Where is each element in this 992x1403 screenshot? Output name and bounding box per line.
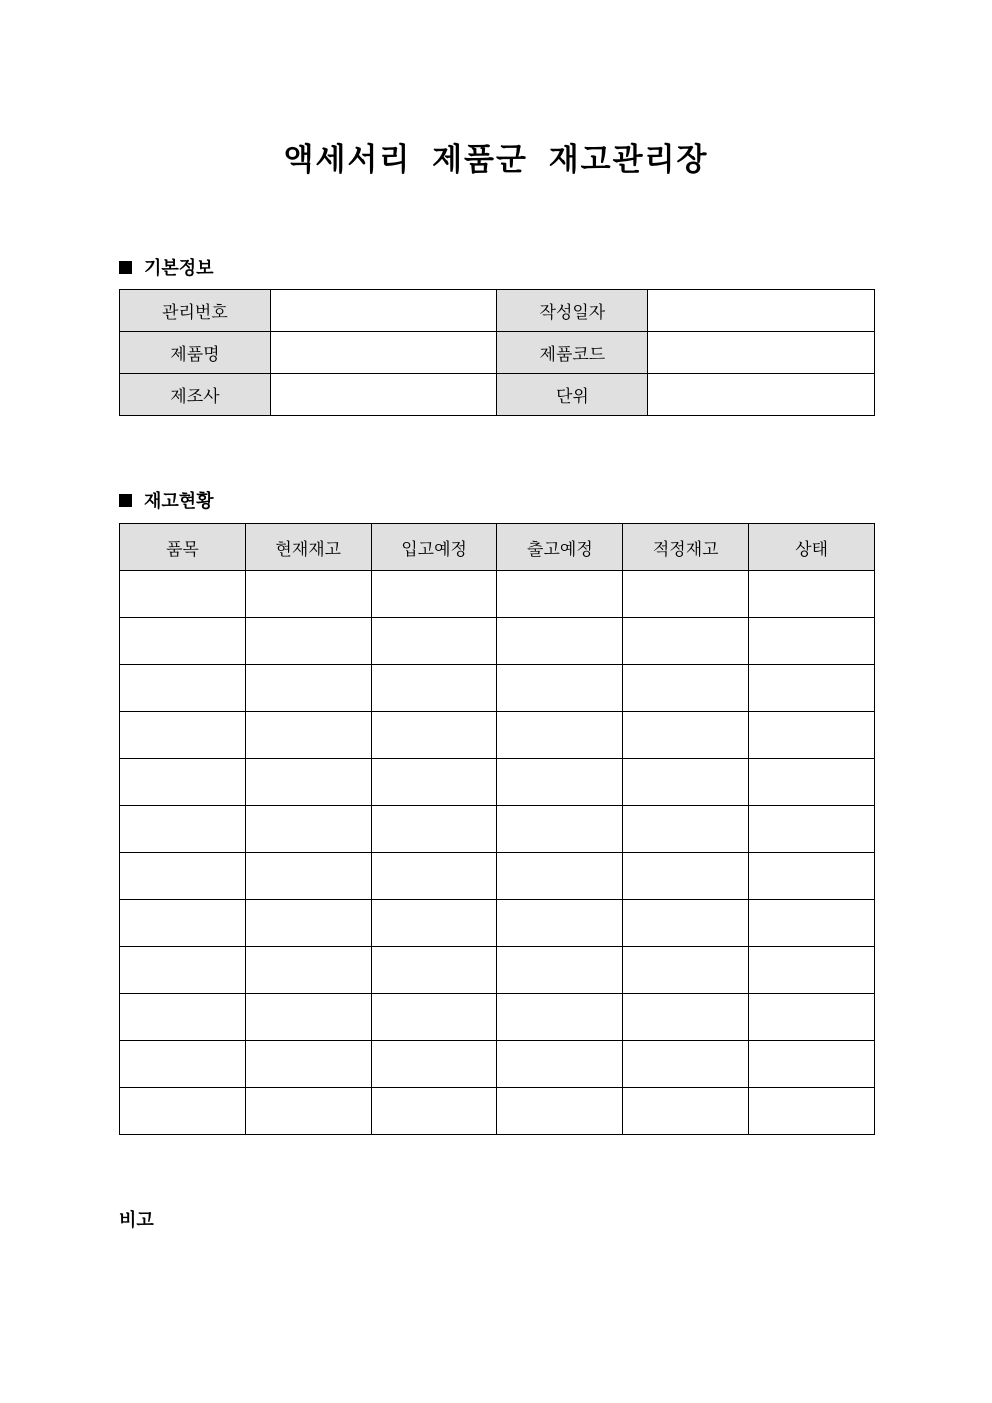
table-cell[interactable] xyxy=(245,1041,371,1088)
table-cell[interactable] xyxy=(497,806,623,853)
table-cell[interactable] xyxy=(371,947,497,994)
remarks-label: 비고 xyxy=(119,1210,154,1231)
table-cell[interactable] xyxy=(120,947,246,994)
table-cell[interactable] xyxy=(245,571,371,618)
info-label: 단위 xyxy=(497,374,648,416)
table-header-row xyxy=(120,524,875,571)
table-cell[interactable] xyxy=(371,900,497,947)
table-cell[interactable] xyxy=(749,571,875,618)
info-row xyxy=(120,374,875,416)
basic-info-heading-label: 기본정보 xyxy=(144,258,214,279)
table-cell[interactable] xyxy=(749,665,875,712)
table-cell[interactable] xyxy=(623,618,749,665)
table-cell[interactable] xyxy=(497,947,623,994)
table-cell[interactable] xyxy=(623,571,749,618)
info-value-field[interactable] xyxy=(270,290,497,332)
table-cell[interactable] xyxy=(749,900,875,947)
table-row xyxy=(120,900,875,947)
table-row xyxy=(120,1041,875,1088)
column-header: 현재재고 xyxy=(245,524,371,571)
info-value-field[interactable] xyxy=(270,332,497,374)
table-cell[interactable] xyxy=(749,618,875,665)
table-cell[interactable] xyxy=(749,994,875,1041)
info-label: 관리번호 xyxy=(120,290,271,332)
table-cell[interactable] xyxy=(497,571,623,618)
info-label: 제조사 xyxy=(120,374,271,416)
stock-status-table xyxy=(119,523,875,1135)
table-cell[interactable] xyxy=(623,1041,749,1088)
table-cell[interactable] xyxy=(245,665,371,712)
table-cell[interactable] xyxy=(623,900,749,947)
table-cell[interactable] xyxy=(120,571,246,618)
table-cell[interactable] xyxy=(120,759,246,806)
table-cell[interactable] xyxy=(245,759,371,806)
column-header: 입고예정 xyxy=(371,524,497,571)
table-cell[interactable] xyxy=(623,806,749,853)
table-cell[interactable] xyxy=(623,853,749,900)
info-label: 작성일자 xyxy=(497,290,648,332)
basic-info-heading xyxy=(119,254,214,280)
page-title: 액세서리 제품군 재고관리장 xyxy=(283,142,709,178)
table-cell[interactable] xyxy=(623,947,749,994)
table-cell[interactable] xyxy=(623,759,749,806)
table-cell[interactable] xyxy=(749,712,875,759)
table-cell[interactable] xyxy=(749,1041,875,1088)
table-cell[interactable] xyxy=(497,900,623,947)
table-cell[interactable] xyxy=(245,712,371,759)
table-cell[interactable] xyxy=(120,665,246,712)
table-cell[interactable] xyxy=(245,900,371,947)
table-row xyxy=(120,665,875,712)
info-value-field[interactable] xyxy=(648,290,875,332)
table-cell[interactable] xyxy=(623,994,749,1041)
table-cell[interactable] xyxy=(497,665,623,712)
table-cell[interactable] xyxy=(749,1088,875,1135)
table-row xyxy=(120,1088,875,1135)
table-cell[interactable] xyxy=(497,712,623,759)
info-value-field[interactable] xyxy=(648,374,875,416)
info-label: 제품코드 xyxy=(497,332,648,374)
table-row xyxy=(120,994,875,1041)
info-row xyxy=(120,332,875,374)
table-cell[interactable] xyxy=(371,806,497,853)
table-cell[interactable] xyxy=(120,900,246,947)
table-cell[interactable] xyxy=(245,853,371,900)
table-cell[interactable] xyxy=(120,618,246,665)
info-value-field[interactable] xyxy=(648,332,875,374)
table-cell[interactable] xyxy=(371,994,497,1041)
table-cell[interactable] xyxy=(371,759,497,806)
table-cell[interactable] xyxy=(371,1041,497,1088)
table-cell[interactable] xyxy=(749,947,875,994)
table-cell[interactable] xyxy=(623,712,749,759)
table-cell[interactable] xyxy=(749,759,875,806)
table-cell[interactable] xyxy=(497,618,623,665)
table-cell[interactable] xyxy=(497,1088,623,1135)
stock-status-heading-label: 재고현황 xyxy=(144,491,214,512)
column-header: 품목 xyxy=(120,524,246,571)
table-cell[interactable] xyxy=(120,1041,246,1088)
table-cell[interactable] xyxy=(623,665,749,712)
table-cell[interactable] xyxy=(245,1088,371,1135)
info-value-field[interactable] xyxy=(270,374,497,416)
table-cell[interactable] xyxy=(120,1088,246,1135)
table-cell[interactable] xyxy=(371,618,497,665)
table-cell[interactable] xyxy=(371,665,497,712)
table-row xyxy=(120,571,875,618)
stock-status-heading xyxy=(119,487,214,513)
table-cell[interactable] xyxy=(497,994,623,1041)
column-header: 출고예정 xyxy=(497,524,623,571)
square-bullet-icon xyxy=(119,261,132,274)
table-cell[interactable] xyxy=(371,712,497,759)
table-cell[interactable] xyxy=(245,806,371,853)
table-row xyxy=(120,947,875,994)
table-row xyxy=(120,853,875,900)
table-cell[interactable] xyxy=(120,712,246,759)
info-row xyxy=(120,290,875,332)
table-cell[interactable] xyxy=(749,853,875,900)
square-bullet-icon xyxy=(119,494,132,507)
table-row xyxy=(120,806,875,853)
table-cell[interactable] xyxy=(497,853,623,900)
info-label: 제품명 xyxy=(120,332,271,374)
table-row xyxy=(120,618,875,665)
table-cell[interactable] xyxy=(371,571,497,618)
table-cell[interactable] xyxy=(749,806,875,853)
table-cell[interactable] xyxy=(245,947,371,994)
table-cell[interactable] xyxy=(497,759,623,806)
table-cell[interactable] xyxy=(497,1041,623,1088)
column-header: 상태 xyxy=(749,524,875,571)
table-cell[interactable] xyxy=(245,618,371,665)
table-cell[interactable] xyxy=(120,806,246,853)
table-row xyxy=(120,759,875,806)
table-row xyxy=(120,712,875,759)
table-cell[interactable] xyxy=(120,994,246,1041)
table-cell[interactable] xyxy=(371,853,497,900)
table-cell[interactable] xyxy=(623,1088,749,1135)
column-header: 적정재고 xyxy=(623,524,749,571)
table-cell[interactable] xyxy=(120,853,246,900)
table-cell[interactable] xyxy=(371,1088,497,1135)
table-cell[interactable] xyxy=(245,994,371,1041)
basic-info-table xyxy=(119,289,875,416)
